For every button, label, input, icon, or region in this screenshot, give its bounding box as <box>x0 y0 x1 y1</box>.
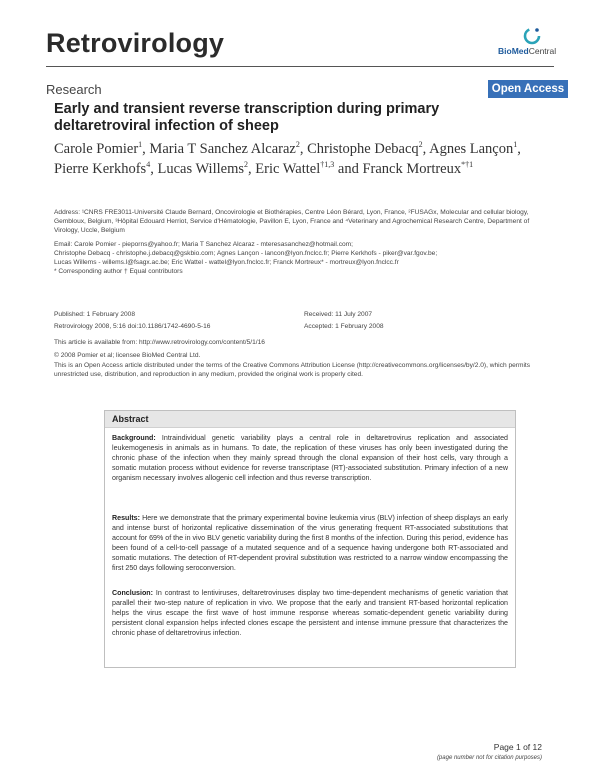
citation: Retrovirology 2008, 5:16 doi:10.1186/1742-4690-5-16 <box>54 323 211 330</box>
abstract-background: Background: Intraindividual genetic variability plays a central role in deltaretrovirus replication and associated leukemogenesis in animals as in humans. To date, the replication of these viruses has only been investigated during the chronic phase of the infection when they mainly spread through the clonal expansion of their host cells, vary through a somatic mutation process without evidence for reverse transcriptase (RT)-associated substitution. Primary infection of a new organism necessary involves allogenic cell infection and thus reverse transcription. <box>112 434 508 482</box>
email-line: Christophe Debacq - christophe.j.debacq@gskbio.com; Agnes Lançon - lancon@lyon.fnclcc.fr; Pierre Kerkhofs - piker@var.fgov.be; <box>54 250 438 257</box>
article-title: Early and transient reverse transcription during primary deltaretroviral infection of sheep <box>54 101 440 134</box>
publisher-logo-text: BioMedCentral <box>498 46 557 56</box>
header-rule <box>46 66 554 67</box>
abstract-box <box>104 410 516 668</box>
published-date: Published: 1 February 2008 <box>54 311 136 318</box>
page-number-note: (page number not for citation purposes) <box>436 755 542 761</box>
abstract-results: Results: Here we demonstrate that the primary experimental bovine leukemia virus (BLV) infection of sheep displays an early and intense burst of horizontal replicative dissemination of the virus generating frequent RT-associated substitutions that account for 69% of the in vivo BLV genetic variability during the first 8 months of the infection. During this period, evidence has been found of a cell-to-cell passage of a mutated sequence and of a sequence having undergone both RT-associated and somatic mutations. The detection of RT-dependent proviral substitution was restricted to a narrow window encompassing the first 250 days following seroconversion. <box>112 514 508 572</box>
author-name: Agnes Lançon <box>429 140 514 157</box>
article-section: Research <box>46 82 102 97</box>
author-name: Christophe Debacq <box>307 140 419 157</box>
author-name: Lucas Willems <box>157 161 245 178</box>
author-affiliation: 2 <box>295 140 300 149</box>
author-emails <box>54 240 544 276</box>
author-affiliation: 4 <box>146 160 151 170</box>
abstract-header <box>105 411 515 428</box>
author-list: Carole Pomier$^1$, Maria T Sanchez Alcaraz$^2$, Christophe Debacq$^2$, Agnes Lançon$^1$, Pierre Kerkhofs$^4$, Lucas Willems$^2$, Eric Wattel$^{\dagger 1,3}$ and Franck Mortreux$^{*\dagger 1}$ <box>54 140 521 178</box>
received-info <box>304 310 504 334</box>
page-number: Page 1 of 12 <box>493 742 542 752</box>
author-affiliation: †1,3 <box>320 160 335 170</box>
abstract-conclusion: Conclusion: In contrast to lentiviruses, deltaretroviruses display two time-dependent mechanisms of genetic variation that parallel their two-step nature of replication in vivo. We propose that the early and transient RT-based horizontal replication helps the virus escape the first wave of host immune response whereas somatic-dependent genetic variability during persistent clonal expansion helps infected clones escape the persistent and intense immune pressure that characterizes the chronic phase of deltaretrovirus infection. <box>112 589 508 637</box>
author-affiliation: 1 <box>513 140 518 149</box>
author-name: Pierre Kerkhofs <box>54 161 147 178</box>
author-addresses: Address: ¹CNRS FRE3011-Université Claude Bernard, Oncovirologie et Biothérapies, Centre Léon Bérard, Lyon, France, ²FUSAGx, Molecular and cellular biology, Gembloux, Belgium, ³Hôpital Edouard Herriot, Service d'Hématologie, Pavillon E, Lyon, France and ⁴Veterinary and Agrochemical Research Centre, Department of Virology, Uccle, Belgium <box>54 209 530 234</box>
author-affiliation: 2 <box>418 140 423 149</box>
author-affiliation: 2 <box>244 160 249 170</box>
received-date: Received: 11 July 2007 <box>304 311 373 318</box>
author-notes: * Corresponding author † Equal contributors <box>54 268 183 275</box>
author-name: Eric Wattel <box>255 161 321 178</box>
email-line: Lucas Willems - willems.l@fsagx.ac.be; Eric Wattel - wattel@lyon.fnclcc.fr; Franck Mortreux* - mortreux@lyon.fnclcc.fr <box>54 259 399 266</box>
author-affiliation: 1 <box>138 140 143 149</box>
author-name: Maria T Sanchez Alcaraz <box>149 140 296 157</box>
author-affiliation: *†1 <box>461 160 474 170</box>
author-name: Franck Mortreux <box>362 161 462 178</box>
publisher-logo-icon <box>522 26 542 46</box>
copyright-notice: © 2008 Pomier et al; licensee BioMed Central Ltd. <box>54 352 201 359</box>
abstract-heading: Abstract <box>112 414 149 424</box>
author-name: Carole Pomier <box>54 140 139 157</box>
open-access-badge: Open Access <box>488 80 568 98</box>
email-line: Email: Carole Pomier - pieporns@yahoo.fr; Maria T Sanchez Alcaraz - mteresasanchez@hotmail.com; <box>54 241 353 248</box>
journal-title: Retrovirology <box>46 28 225 58</box>
publication-info <box>54 310 304 334</box>
article-availability: This article is available from: http://www.retrovirology.com/content/5/1/16 <box>54 339 265 346</box>
publisher-logo <box>498 24 568 64</box>
accepted-date: Accepted: 1 February 2008 <box>304 323 384 330</box>
license-notice: This is an Open Access article distributed under the terms of the Creative Commons Attribution License (http://creativecommons.org/licenses/by/2.0), which permits unrestricted use, distribution, and reproduction in any medium, provided the original work is properly cited. <box>54 362 531 378</box>
